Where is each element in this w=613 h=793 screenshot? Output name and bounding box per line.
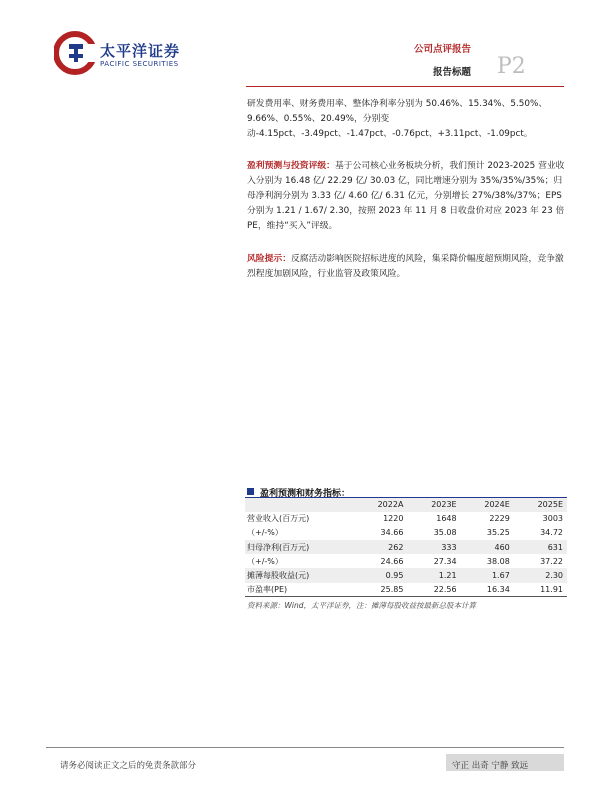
paragraph-risk-warning — [247, 252, 567, 282]
table-cell: 11.91 — [540, 584, 563, 594]
table-cell: 0.95 — [385, 571, 404, 581]
paragraph-text: 基于公司核心业务板块分析，我们预计 2023-2025 营业收入分别为 16.48 亿/ 22.29 亿/ 30.03 亿，同比增速分别为 35%/35%/35%；归母净利润分别为 3.33 亿/ 4.60 亿/ 6.31 亿元，分别增长 27%/38%/37%；EPS 分别为 1.21 / 1.67/ 2.30，按照 2023 年 11 月 8 日收盘价对应 2023 年 23 倍 PE，维持“买入”评级。 — [247, 161, 565, 231]
page-number: P2 — [497, 54, 526, 79]
financial-table — [245, 497, 567, 597]
table-row — [245, 512, 567, 526]
paragraph-lead: 风险提示： — [247, 254, 291, 264]
table-cell: 22.56 — [433, 584, 457, 594]
table-row — [245, 540, 567, 554]
logo-english-name: PACIFIC SECURITIES — [100, 60, 179, 68]
table-cell: 1220 — [383, 514, 404, 524]
table-cell: 35.08 — [433, 528, 457, 538]
footer-disclaimer: 请务必阅读正文之后的免责条款部分 — [60, 761, 197, 771]
table-cell: 35.25 — [486, 528, 510, 538]
logo-mark-icon — [54, 30, 96, 76]
table-row — [245, 568, 567, 582]
table-cell: 2229 — [489, 514, 510, 524]
logo-chinese-name: 太平洋证券 — [100, 42, 181, 60]
bullet-square-icon — [247, 488, 254, 495]
table-cell: 24.66 — [380, 556, 404, 566]
report-type: 公司点评报告 — [414, 44, 472, 55]
footer-motto: 守正 出奇 宁静 致远 — [452, 761, 529, 771]
paragraph-expense-ratios — [247, 97, 567, 142]
table-row — [245, 554, 567, 568]
table-cell: 归母净利(百万元) — [247, 542, 310, 552]
table-cell: 1.21 — [438, 571, 457, 581]
table-header-cell: 2022A — [377, 500, 404, 510]
table-title-text: 盈利预测和财务指标： — [260, 489, 351, 499]
table-cell: 631 — [547, 542, 563, 552]
paragraph-lead: 盈利预测与投资评级： — [247, 161, 335, 171]
table-cell: 1648 — [436, 514, 457, 524]
table-cell: 27.34 — [433, 556, 457, 566]
table-header-cell: 2024E — [484, 500, 510, 510]
table-cell: 333 — [441, 542, 457, 552]
paragraph-text: 研发费用率、财务费用率、整体净利率分别为 50.46%、15.34%、5.50%、9.66%、0.55%、20.49%，分别变动-4.15pct、-3.49pct、-1.47pct、-0.76pct、+3.11pct、-1.09pct。 — [247, 99, 548, 139]
paragraph-forecast-rating — [247, 159, 567, 234]
report-title: 报告标题 — [433, 67, 472, 78]
table-cell: 25.85 — [380, 584, 404, 594]
table-cell: 营业收入(百万元) — [247, 514, 310, 524]
footer-divider — [46, 747, 564, 748]
table-row — [245, 583, 567, 597]
table-source-note: 资料来源：Wind，太平洋证券，注：摊薄每股收益按最新总股本计算 — [247, 601, 477, 610]
paragraph-text: 反腐活动影响医院招标进度的风险，集采降价幅度超预期风险，竞争激烈程度加剧风险，行业监管及政策风险。 — [247, 254, 564, 279]
table-header-cell — [245, 498, 354, 512]
table-cell: 市盈率(PE) — [247, 584, 288, 594]
table-cell: （+/-%） — [247, 528, 283, 538]
table-header-row — [245, 498, 567, 512]
table-cell: 16.34 — [486, 584, 510, 594]
company-logo — [54, 28, 254, 80]
header-divider — [246, 86, 564, 87]
table-cell: 1.67 — [491, 571, 510, 581]
table-cell: 3003 — [542, 514, 563, 524]
table-cell: 摊薄每股收益(元) — [247, 571, 310, 581]
table-cell: （+/-%） — [247, 556, 283, 566]
table-cell: 262 — [388, 542, 404, 552]
table-cell: 37.22 — [540, 556, 563, 566]
table-header-cell: 2025E — [537, 500, 563, 510]
table-cell: 2.30 — [545, 571, 563, 581]
table-row — [245, 526, 567, 540]
table-cell: 460 — [494, 542, 510, 552]
table-cell: 38.08 — [486, 556, 510, 566]
table-cell: 34.72 — [540, 528, 563, 538]
table-cell: 34.66 — [380, 528, 404, 538]
table-header-cell: 2023E — [431, 500, 457, 510]
